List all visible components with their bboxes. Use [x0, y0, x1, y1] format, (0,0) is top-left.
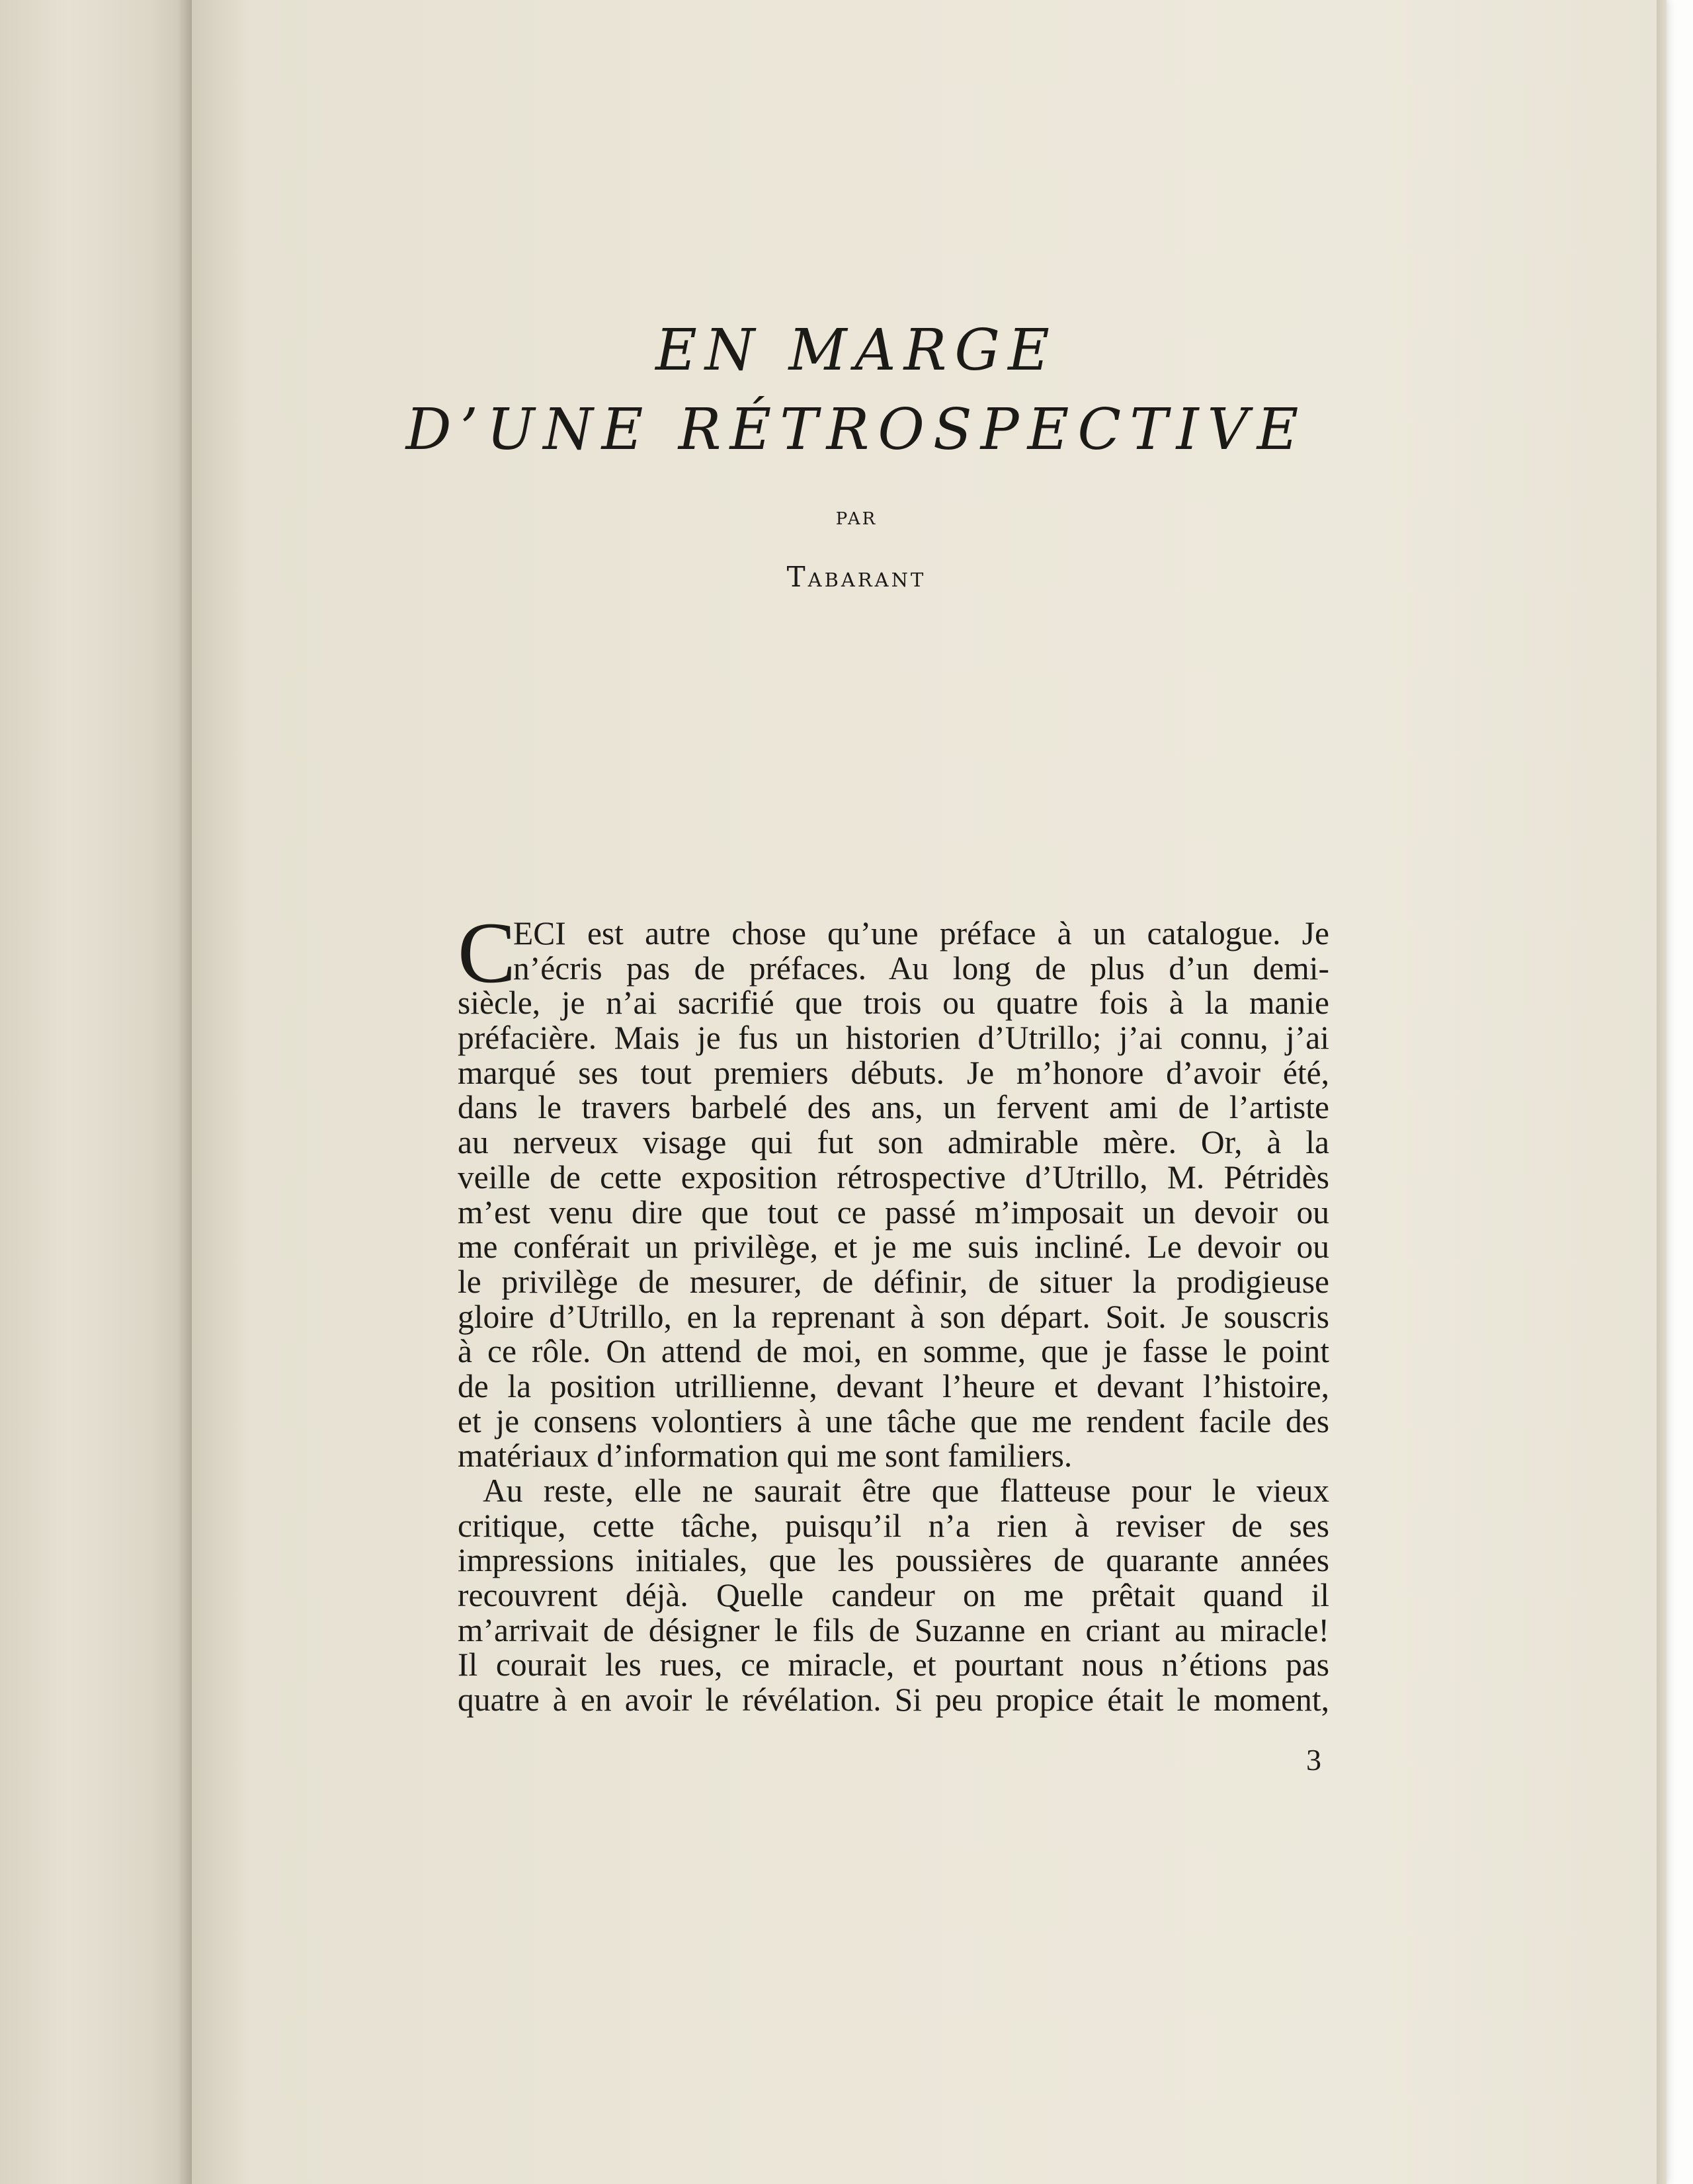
body-line: ECI est autre chose qu’une préface à un catalogue. Je [513, 915, 1329, 951]
body-line: dans le travers barbelé des ans, un fervent ami de l’artiste [458, 1089, 1329, 1126]
body-line: me conférait un privilège, et je me suis incliné. Le devoir ou [458, 1229, 1329, 1266]
drop-cap: C [458, 904, 516, 1001]
body-line: préfacière. Mais je fus un historien d’Utrillo; j’ai connu, j’ai [458, 1020, 1329, 1057]
body-line: Il courait les rues, ce miracle, et pourtant nous n’étions pas [458, 1646, 1329, 1683]
title-line-1: EN MARGE [655, 317, 1057, 384]
author-name: Tabarant [786, 561, 927, 593]
body-line: critique, cette tâche, puisqu’il n’a rien à reviser de ses [458, 1507, 1329, 1544]
page-right-edge [1657, 0, 1670, 2184]
body-line: m’est venu dire que tout ce passé m’imposait un devoir ou [458, 1193, 1329, 1231]
body-line: à ce rôle. On attend de moi, en somme, que je fasse le point [458, 1333, 1329, 1370]
body-line: et je consens volontiers à une tâche que me rendent facile des [458, 1402, 1329, 1439]
body-line: quatre à en avoir le révélation. Si peu propice était le moment, [458, 1681, 1329, 1719]
body-line: matériaux d’information qui me sont familiers. [458, 1437, 1073, 1475]
body-line: impressions initiales, que les poussières de quarante années [458, 1542, 1329, 1579]
page-number: 3 [1306, 1743, 1321, 1777]
title-line-2: D’UNE RÉTROSPECTIVE [405, 397, 1307, 463]
body-line: gloire d’Utrillo, en la reprenant à son départ. Soit. Je souscris [458, 1298, 1329, 1335]
body-line: siècle, je n’ai sacrifié que trois ou quatre fois à la manie [458, 985, 1329, 1022]
body-line: n’écris pas de préfaces. Au long de plus d’un demi- [513, 950, 1329, 987]
byline-par: PAR [835, 509, 878, 529]
body-line: le privilège de mesurer, de définir, de situer la prodigieuse [458, 1263, 1329, 1300]
body-line: m’arrivait de désigner le fils de Suzanne en criant au miracle! [458, 1611, 1329, 1648]
body-line: marqué ses tout premiers débuts. Je m’honore d’avoir été, [458, 1054, 1329, 1091]
article-body [458, 904, 1329, 1719]
body-line: Au reste, elle ne saurait être que flatteuse pour le vieux [483, 1473, 1329, 1509]
body-line: au nerveux visage qui fut son admirable mère. Or, à la [458, 1124, 1329, 1161]
body-line: de la position utrillienne, devant l’heure et devant l’histoire, [458, 1367, 1329, 1404]
body-line: veille de cette exposition rétrospective d’Utrillo, M. Pétridès [458, 1158, 1329, 1195]
body-line: recouvrent déjà. Quelle candeur on me prêtait quand il [458, 1577, 1329, 1614]
